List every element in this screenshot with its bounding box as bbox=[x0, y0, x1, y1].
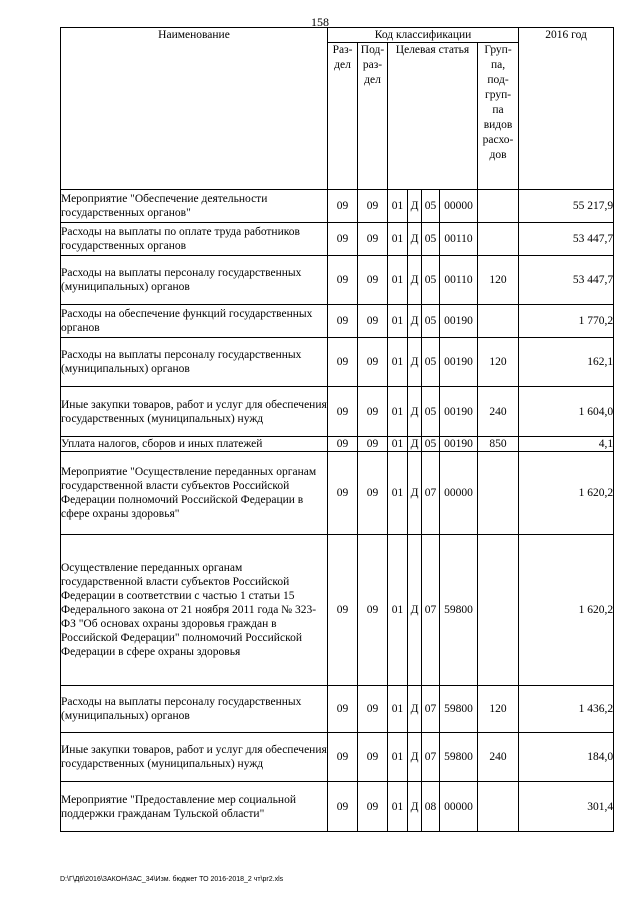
table-row bbox=[61, 338, 614, 387]
cell-group: 120 bbox=[478, 686, 519, 733]
cell-group bbox=[478, 223, 519, 256]
cell-cs1: 01 bbox=[388, 305, 408, 338]
cell-cs1: 01 bbox=[388, 452, 408, 535]
cell-group: 240 bbox=[478, 387, 519, 437]
cell-cs2: Д bbox=[408, 686, 422, 733]
cell-podrazdel: 09 bbox=[358, 733, 388, 782]
cell-podrazdel: 09 bbox=[358, 452, 388, 535]
cell-podrazdel: 09 bbox=[358, 223, 388, 256]
cell-name: Осуществление переданных органам государственной власти субъектов Российской Федерации в соответствии с частью 1 статьи 15 Федерального закона от 21 ноября 2011 года № 323-ФЗ "Об основах охраны здоровья граждан в Российской Федерации" полномочий Российской Федерации в сфере охраны здоровья bbox=[61, 535, 328, 686]
table-row bbox=[61, 535, 614, 686]
cell-cs2: Д bbox=[408, 338, 422, 387]
cell-cs2: Д bbox=[408, 223, 422, 256]
cell-name: Уплата налогов, сборов и иных платежей bbox=[61, 437, 328, 452]
cell-cs2: Д bbox=[408, 733, 422, 782]
cell-cs3: 05 bbox=[422, 190, 440, 223]
cell-cs2: Д bbox=[408, 782, 422, 832]
cell-cs4: 00000 bbox=[440, 190, 478, 223]
table-row bbox=[61, 256, 614, 305]
cell-amount: 55 217,9 bbox=[519, 190, 614, 223]
cell-cs2: Д bbox=[408, 437, 422, 452]
cell-razdel: 09 bbox=[328, 305, 358, 338]
cell-cs3: 07 bbox=[422, 452, 440, 535]
cell-group: 850 bbox=[478, 437, 519, 452]
cell-cs1: 01 bbox=[388, 387, 408, 437]
cell-podrazdel: 09 bbox=[358, 305, 388, 338]
cell-name: Мероприятие "Предоставление мер социальной поддержки гражданам Тульской области" bbox=[61, 782, 328, 832]
cell-cs4: 00000 bbox=[440, 782, 478, 832]
cell-cs4: 59800 bbox=[440, 535, 478, 686]
cell-cs4: 59800 bbox=[440, 733, 478, 782]
cell-amount: 1 604,0 bbox=[519, 387, 614, 437]
cell-cs2: Д bbox=[408, 305, 422, 338]
cell-cs3: 07 bbox=[422, 686, 440, 733]
cell-amount: 1 620,2 bbox=[519, 452, 614, 535]
cell-cs3: 05 bbox=[422, 338, 440, 387]
cell-cs3: 07 bbox=[422, 733, 440, 782]
table-row bbox=[61, 387, 614, 437]
cell-group bbox=[478, 452, 519, 535]
header-target: Целевая статья bbox=[388, 43, 478, 190]
budget-table bbox=[60, 27, 614, 832]
cell-cs4: 00110 bbox=[440, 256, 478, 305]
cell-cs4: 00190 bbox=[440, 305, 478, 338]
cell-name: Расходы на выплаты персоналу государственных (муниципальных) органов bbox=[61, 256, 328, 305]
cell-amount: 53 447,7 bbox=[519, 223, 614, 256]
cell-amount: 162,1 bbox=[519, 338, 614, 387]
cell-razdel: 09 bbox=[328, 387, 358, 437]
table-row bbox=[61, 437, 614, 452]
cell-group: 240 bbox=[478, 733, 519, 782]
table-row bbox=[61, 686, 614, 733]
cell-podrazdel: 09 bbox=[358, 535, 388, 686]
cell-cs1: 01 bbox=[388, 338, 408, 387]
cell-name: Мероприятие "Осуществление переданных органам государственной власти субъектов Российской Федерации полномочий Российской Федерации в сфере охраны здоровья" bbox=[61, 452, 328, 535]
cell-name: Мероприятие "Обеспечение деятельности государственных органов" bbox=[61, 190, 328, 223]
cell-cs3: 05 bbox=[422, 305, 440, 338]
cell-amount: 1 770,2 bbox=[519, 305, 614, 338]
cell-cs1: 01 bbox=[388, 686, 408, 733]
cell-cs1: 01 bbox=[388, 190, 408, 223]
cell-cs3: 05 bbox=[422, 387, 440, 437]
cell-cs1: 01 bbox=[388, 256, 408, 305]
cell-name: Расходы на выплаты персоналу государственных (муниципальных) органов bbox=[61, 338, 328, 387]
cell-cs4: 00110 bbox=[440, 223, 478, 256]
cell-cs3: 05 bbox=[422, 256, 440, 305]
header-subsection: Под- раз- дел bbox=[358, 43, 388, 190]
cell-name: Расходы на выплаты по оплате труда работников государственных органов bbox=[61, 223, 328, 256]
table-row bbox=[61, 782, 614, 832]
header-group: Груп- па, под- груп- па видов расхо- дов bbox=[478, 43, 519, 190]
cell-amount: 53 447,7 bbox=[519, 256, 614, 305]
cell-razdel: 09 bbox=[328, 686, 358, 733]
cell-cs3: 05 bbox=[422, 437, 440, 452]
cell-cs4: 00190 bbox=[440, 387, 478, 437]
cell-podrazdel: 09 bbox=[358, 256, 388, 305]
cell-amount: 301,4 bbox=[519, 782, 614, 832]
cell-cs4: 00000 bbox=[440, 452, 478, 535]
file-path-footer: D:\Г\Д6\2016\ЗАКОН\ЗАС_34\Изм. бюджет ТО 2016-2018_2 чт\pr2.xls bbox=[60, 876, 284, 883]
cell-cs2: Д bbox=[408, 190, 422, 223]
cell-cs1: 01 bbox=[388, 437, 408, 452]
cell-cs4: 00190 bbox=[440, 437, 478, 452]
cell-podrazdel: 09 bbox=[358, 190, 388, 223]
cell-razdel: 09 bbox=[328, 437, 358, 452]
header-section: Раз- дел bbox=[328, 43, 358, 190]
cell-razdel: 09 bbox=[328, 733, 358, 782]
table-row bbox=[61, 190, 614, 223]
cell-amount: 4,1 bbox=[519, 437, 614, 452]
cell-amount: 184,0 bbox=[519, 733, 614, 782]
cell-amount: 1 620,2 bbox=[519, 535, 614, 686]
cell-group bbox=[478, 190, 519, 223]
cell-group: 120 bbox=[478, 338, 519, 387]
table-row bbox=[61, 733, 614, 782]
cell-name: Иные закупки товаров, работ и услуг для обеспечения государственных (муниципальных) нужд bbox=[61, 733, 328, 782]
cell-name: Иные закупки товаров, работ и услуг для обеспечения государственных (муниципальных) нужд bbox=[61, 387, 328, 437]
table-row bbox=[61, 305, 614, 338]
cell-cs2: Д bbox=[408, 452, 422, 535]
cell-cs3: 05 bbox=[422, 223, 440, 256]
cell-group bbox=[478, 535, 519, 686]
header-row bbox=[61, 28, 614, 43]
cell-cs1: 01 bbox=[388, 223, 408, 256]
cell-razdel: 09 bbox=[328, 782, 358, 832]
cell-cs2: Д bbox=[408, 256, 422, 305]
cell-razdel: 09 bbox=[328, 338, 358, 387]
header-year: 2016 год bbox=[519, 28, 614, 190]
table-row bbox=[61, 452, 614, 535]
cell-cs1: 01 bbox=[388, 782, 408, 832]
cell-razdel: 09 bbox=[328, 535, 358, 686]
cell-amount: 1 436,2 bbox=[519, 686, 614, 733]
header-code: Код классификации bbox=[328, 28, 519, 43]
cell-podrazdel: 09 bbox=[358, 686, 388, 733]
cell-cs2: Д bbox=[408, 535, 422, 686]
header-name: Наименование bbox=[61, 28, 328, 190]
cell-podrazdel: 09 bbox=[358, 338, 388, 387]
cell-cs1: 01 bbox=[388, 535, 408, 686]
cell-group bbox=[478, 305, 519, 338]
cell-cs3: 07 bbox=[422, 535, 440, 686]
cell-name: Расходы на обеспечение функций государственных органов bbox=[61, 305, 328, 338]
cell-podrazdel: 09 bbox=[358, 782, 388, 832]
cell-group: 120 bbox=[478, 256, 519, 305]
cell-cs4: 59800 bbox=[440, 686, 478, 733]
cell-cs4: 00190 bbox=[440, 338, 478, 387]
cell-podrazdel: 09 bbox=[358, 387, 388, 437]
cell-cs3: 08 bbox=[422, 782, 440, 832]
cell-razdel: 09 bbox=[328, 256, 358, 305]
cell-cs1: 01 bbox=[388, 733, 408, 782]
cell-cs2: Д bbox=[408, 387, 422, 437]
page-number: 158 bbox=[311, 15, 329, 29]
cell-razdel: 09 bbox=[328, 190, 358, 223]
cell-name: Расходы на выплаты персоналу государственных (муниципальных) органов bbox=[61, 686, 328, 733]
cell-group bbox=[478, 782, 519, 832]
cell-razdel: 09 bbox=[328, 223, 358, 256]
cell-podrazdel: 09 bbox=[358, 437, 388, 452]
cell-razdel: 09 bbox=[328, 452, 358, 535]
table-row bbox=[61, 223, 614, 256]
